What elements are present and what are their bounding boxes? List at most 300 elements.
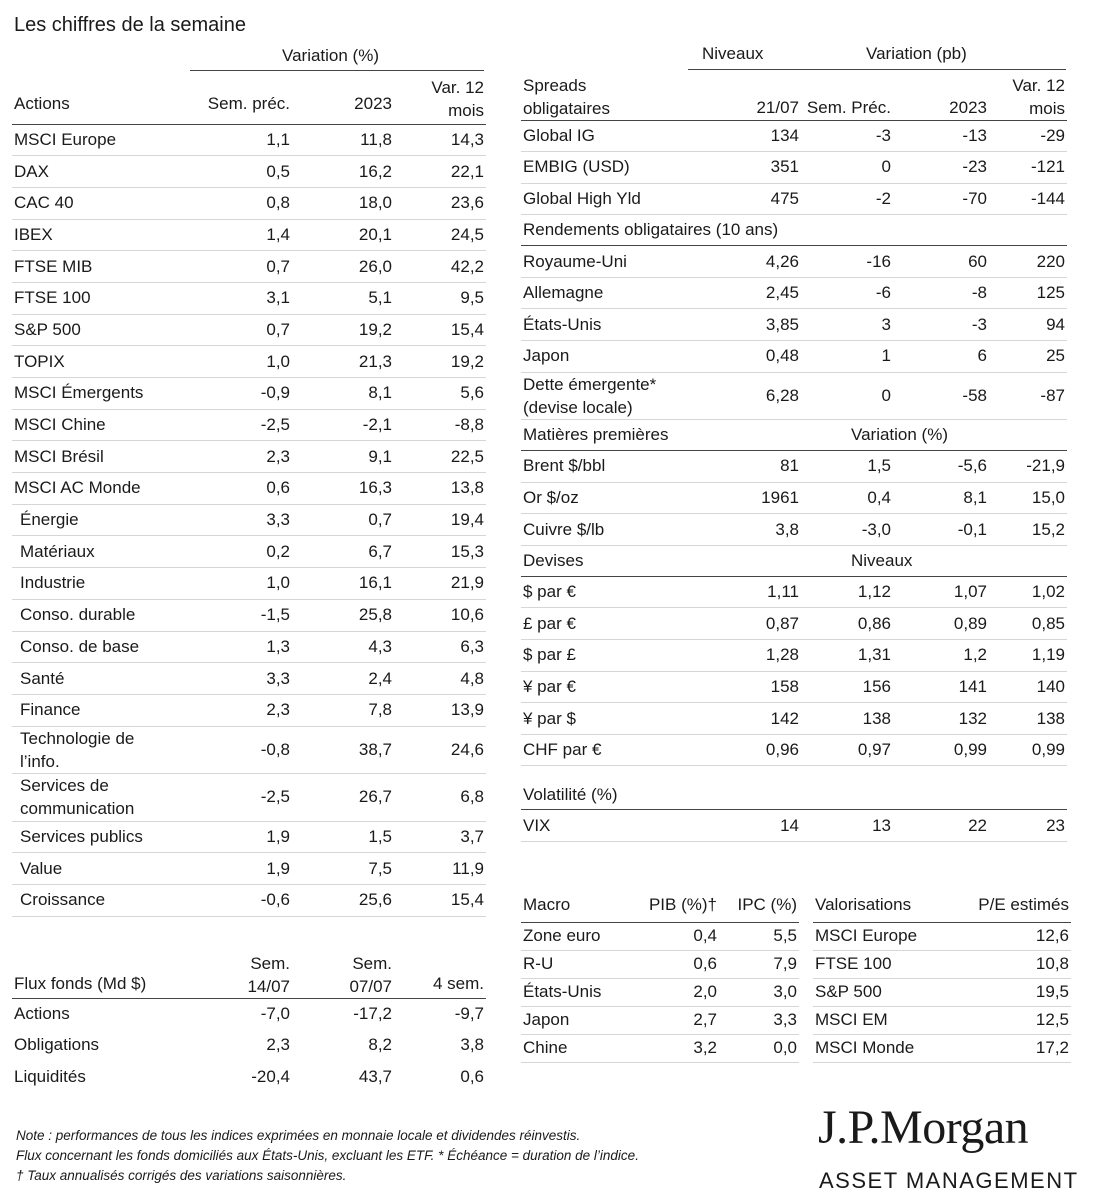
valuation-name: FTSE 100 [813, 950, 953, 978]
spread-value: -121 [989, 152, 1067, 184]
equity-value: 1,1 [190, 124, 292, 156]
equity-name: Conso. durable [12, 599, 190, 631]
yield-name: Dette émergente* (devise locale) [521, 372, 697, 419]
flow-value: -20,4 [251, 1066, 290, 1086]
valuations-col-pe: P/E estimés [953, 888, 1071, 922]
equity-value: 26,7 [292, 774, 394, 822]
commodity-value: 8,1 [893, 482, 989, 514]
fx-value: 158 [697, 671, 801, 703]
macro-value: 5,5 [719, 922, 799, 950]
commodity-value: 0,4 [801, 482, 893, 514]
valuation-name: MSCI Europe [813, 922, 953, 950]
equity-value: 38,7 [292, 726, 394, 774]
flow-name: Obligations [14, 1035, 100, 1055]
flow-row [12, 1030, 486, 1062]
spread-name: Global High Yld [521, 183, 697, 215]
equity-value: -2,5 [190, 409, 292, 441]
valuation-row [813, 978, 1071, 1006]
commodity-name: Or $/oz [521, 482, 697, 514]
valuations-header-row [813, 888, 1071, 922]
fx-section-title: Devises [521, 545, 697, 576]
commodity-value: -3,0 [801, 514, 893, 546]
yield-name: Royaume-Uni [521, 246, 697, 278]
equity-name: MSCI Brésil [12, 441, 190, 473]
equity-value: 22,5 [394, 441, 486, 473]
equities-col-12m: Var. 12 mois [394, 72, 486, 124]
equity-name: Santé [12, 663, 190, 695]
commodity-value: -0,1 [893, 514, 989, 546]
equity-name: Croissance [12, 885, 190, 917]
equity-row [12, 346, 486, 378]
flows-header-row [12, 944, 486, 998]
fx-value: 0,97 [801, 734, 893, 766]
fx-row [521, 640, 1067, 672]
flow-value: 43,7 [358, 1066, 392, 1086]
equity-value: 1,9 [190, 853, 292, 885]
equity-value: 5,1 [292, 282, 394, 314]
equity-row [12, 187, 486, 219]
spread-value: 351 [697, 152, 801, 184]
fx-value: 0,99 [989, 734, 1067, 766]
yield-value: 2,45 [697, 277, 801, 309]
fx-spacer [697, 545, 801, 576]
equity-value: 21,3 [292, 346, 394, 378]
equity-row [12, 156, 486, 188]
macro-name: Chine [521, 1034, 631, 1062]
macro-name: Japon [521, 1006, 631, 1034]
jpmorgan-logo: J.P.Morgan [818, 1101, 1029, 1154]
valuation-row [813, 950, 1071, 978]
equity-value: 1,0 [190, 346, 292, 378]
equity-value: 2,3 [190, 694, 292, 726]
spread-value: -3 [801, 120, 893, 152]
equity-value: 9,1 [292, 441, 394, 473]
commodity-value: 1,5 [801, 451, 893, 483]
page-title: Les chiffres de la semaine [14, 14, 246, 36]
yield-name: États-Unis [521, 309, 697, 341]
yield-row [521, 277, 1067, 309]
equity-row [12, 694, 486, 726]
vol-row [521, 810, 1067, 842]
equity-value: 5,6 [394, 378, 486, 410]
equity-name: Énergie [12, 504, 190, 536]
fx-value: 1,28 [697, 640, 801, 672]
equity-value: 2,3 [190, 441, 292, 473]
flow-value: -7,0 [260, 1004, 290, 1023]
equity-row [12, 821, 486, 853]
footnotes [16, 1126, 639, 1186]
bonds-table [521, 70, 1067, 842]
commodity-value: 15,0 [989, 482, 1067, 514]
flow-value: 8,2 [368, 1035, 392, 1055]
fx-row [521, 576, 1067, 608]
macro-value: 2,7 [631, 1006, 719, 1034]
equity-row [12, 631, 486, 663]
equity-value: 26,0 [292, 251, 394, 283]
macro-header-row [521, 888, 799, 922]
footnote-1: Note : performances de tous les indices exprimées en monnaie locale et dividendes réinvestis. [16, 1128, 581, 1143]
equity-value: 42,2 [394, 251, 486, 283]
yield-value: 94 [989, 309, 1067, 341]
yield-value: 3,85 [697, 309, 801, 341]
equity-value: 15,4 [394, 885, 486, 917]
yield-value: 6 [893, 341, 989, 373]
equity-value: 22,1 [394, 156, 486, 188]
vol-name: VIX [521, 810, 697, 842]
valuation-value: 19,5 [953, 978, 1071, 1006]
spread-name: Global IG [521, 120, 697, 152]
bonds-col-week: Sem. Préc. [801, 70, 893, 120]
yield-value: -87 [989, 372, 1067, 419]
fx-value: 156 [801, 671, 893, 703]
fx-value: 132 [893, 703, 989, 735]
equity-row [12, 441, 486, 473]
macro-value: 0,6 [631, 950, 719, 978]
footnote-3: † Taux annualisés corrigés des variations saisonnières. [16, 1168, 347, 1183]
commodity-value: 15,2 [989, 514, 1067, 546]
fx-value: 138 [989, 703, 1067, 735]
commodity-value: -5,6 [893, 451, 989, 483]
fx-value: 138 [801, 703, 893, 735]
valuations-col-name: Valorisations [813, 888, 953, 922]
commodity-row [521, 451, 1067, 483]
equity-value: 9,5 [394, 282, 486, 314]
spread-value: 475 [697, 183, 801, 215]
bonds-col-level: 21/07 [697, 70, 801, 120]
equity-value: 8,1 [292, 378, 394, 410]
equity-value: 3,3 [190, 504, 292, 536]
flow-value: 2,3 [266, 1035, 290, 1055]
yield-name: Japon [521, 341, 697, 373]
macro-value: 0,4 [631, 922, 719, 950]
bonds-col-ytd: 2023 [893, 70, 989, 120]
flow-value: -17,2 [353, 1004, 392, 1023]
equity-value: 24,6 [394, 726, 486, 774]
macro-col-name: Macro [521, 888, 631, 922]
fx-name: ¥ par € [521, 671, 697, 703]
commodities-section-title: Matières premières [521, 420, 697, 451]
yield-value: 0,48 [697, 341, 801, 373]
equity-name: FTSE 100 [12, 282, 190, 314]
spread-row [521, 183, 1067, 215]
fx-row [521, 734, 1067, 766]
equity-name: S&P 500 [12, 314, 190, 346]
flow-name: Liquidités [14, 1066, 86, 1086]
fx-value: 1,12 [801, 576, 893, 608]
fx-row [521, 608, 1067, 640]
footnote-2: Flux concernant les fonds domiciliés aux États-Unis, excluant les ETF. * Échéance = duration de l’indice. [16, 1148, 639, 1163]
bonds-col-name: Spreads obligataires [521, 70, 697, 120]
equity-value: 1,3 [190, 631, 292, 663]
vol-value: 23 [989, 810, 1067, 842]
equity-value: 6,8 [394, 774, 486, 822]
spread-value: -29 [989, 120, 1067, 152]
equity-row [12, 124, 486, 156]
equity-value: 10,6 [394, 599, 486, 631]
fx-value: 1,19 [989, 640, 1067, 672]
macro-value: 3,2 [631, 1034, 719, 1062]
yield-row [521, 246, 1067, 278]
commodity-row [521, 514, 1067, 546]
equity-value: 6,3 [394, 631, 486, 663]
equity-row [12, 219, 486, 251]
valuation-value: 10,8 [953, 950, 1071, 978]
equity-name: Services publics [12, 821, 190, 853]
equity-name: FTSE MIB [12, 251, 190, 283]
equity-value: 25,6 [292, 885, 394, 917]
fx-value: 140 [989, 671, 1067, 703]
flows-table [12, 944, 486, 1093]
equity-value: 19,4 [394, 504, 486, 536]
yield-row [521, 372, 1067, 419]
equity-name: Industrie [12, 568, 190, 600]
macro-value: 3,0 [719, 978, 799, 1006]
macro-row [521, 1034, 799, 1062]
equities-col-ytd: 2023 [292, 72, 394, 124]
macro-name: R-U [521, 950, 631, 978]
equities-group-header: Variation (%) [190, 46, 484, 71]
spread-name: EMBIG (USD) [521, 152, 697, 184]
equity-value: 19,2 [394, 346, 486, 378]
equity-value: -1,5 [190, 599, 292, 631]
equity-name: Finance [12, 694, 190, 726]
fx-value: 1,2 [893, 640, 989, 672]
equity-value: 4,3 [292, 631, 394, 663]
equity-value: 7,8 [292, 694, 394, 726]
yield-value: 60 [893, 246, 989, 278]
equity-value: 0,2 [190, 536, 292, 568]
equity-value: 18,0 [292, 187, 394, 219]
equity-row [12, 409, 486, 441]
equity-name: IBEX [12, 219, 190, 251]
macro-row [521, 950, 799, 978]
yields-section-header [521, 215, 1067, 246]
equity-value: 6,7 [292, 536, 394, 568]
equity-row [12, 599, 486, 631]
equity-row [12, 853, 486, 885]
yield-value: 6,28 [697, 372, 801, 419]
spread-value: -144 [989, 183, 1067, 215]
yield-value: 0 [801, 372, 893, 419]
variation-pb-label: Variation (pb) [866, 44, 967, 63]
equity-value: 15,3 [394, 536, 486, 568]
equity-value: 1,9 [190, 821, 292, 853]
yield-value: 3 [801, 309, 893, 341]
fx-value: 0,96 [697, 734, 801, 766]
equity-row [12, 378, 486, 410]
fx-value: 0,86 [801, 608, 893, 640]
equity-name: DAX [12, 156, 190, 188]
asset-management-label: ASSET MANAGEMENT [819, 1168, 1079, 1193]
flows-col-w1: Sem. 14/07 [190, 944, 292, 998]
macro-name: États-Unis [521, 978, 631, 1006]
yield-value: 25 [989, 341, 1067, 373]
valuation-row [813, 1034, 1071, 1062]
equity-name: TOPIX [12, 346, 190, 378]
equity-name: MSCI Chine [12, 409, 190, 441]
fx-name: CHF par € [521, 734, 697, 766]
spread-value: -23 [893, 152, 989, 184]
flow-value: 3,8 [460, 1035, 484, 1055]
equity-value: 24,5 [394, 219, 486, 251]
equities-table [12, 72, 486, 917]
fx-value: 1,11 [697, 576, 801, 608]
yield-value: -6 [801, 277, 893, 309]
macro-value: 7,9 [719, 950, 799, 978]
equity-value: 4,8 [394, 663, 486, 695]
flow-row [12, 1061, 486, 1093]
yield-value: 4,26 [697, 246, 801, 278]
valuation-row [813, 1006, 1071, 1034]
fx-section-subtitle: Niveaux [801, 545, 1067, 576]
flows-col-w2: Sem. 07/07 [292, 944, 394, 998]
equity-value: 0,7 [292, 504, 394, 536]
equity-row [12, 663, 486, 695]
valuation-name: MSCI EM [813, 1006, 953, 1034]
fx-name: ¥ par $ [521, 703, 697, 735]
yield-name: Allemagne [521, 277, 697, 309]
equity-name: Services de communication [12, 774, 190, 822]
commodities-spacer [697, 420, 801, 451]
fx-value: 0,87 [697, 608, 801, 640]
valuation-row [813, 922, 1071, 950]
macro-col-cpi: IPC (%) [719, 888, 799, 922]
equity-name: Value [12, 853, 190, 885]
flow-value: 0,6 [460, 1066, 484, 1086]
equity-value: 16,2 [292, 156, 394, 188]
equity-value: 3,1 [190, 282, 292, 314]
valuations-table [813, 888, 1071, 1063]
commodity-row [521, 482, 1067, 514]
yield-row [521, 309, 1067, 341]
macro-value: 3,3 [719, 1006, 799, 1034]
equity-value: 3,7 [394, 821, 486, 853]
valuation-name: MSCI Monde [813, 1034, 953, 1062]
equity-row [12, 885, 486, 917]
yield-value: -8 [893, 277, 989, 309]
equity-value: -0,6 [190, 885, 292, 917]
yield-value: -58 [893, 372, 989, 419]
equity-value: 15,4 [394, 314, 486, 346]
fx-value: 141 [893, 671, 989, 703]
fx-row [521, 671, 1067, 703]
spread-value: -13 [893, 120, 989, 152]
fx-row [521, 703, 1067, 735]
fx-value: 142 [697, 703, 801, 735]
valuation-name: S&P 500 [813, 978, 953, 1006]
equities-header-row [12, 72, 486, 124]
equity-value: 1,4 [190, 219, 292, 251]
valuation-value: 12,5 [953, 1006, 1071, 1034]
equity-value: -2,1 [292, 409, 394, 441]
equity-value: 23,6 [394, 187, 486, 219]
yield-row [521, 341, 1067, 373]
vol-value: 14 [697, 810, 801, 842]
equity-value: 1,5 [292, 821, 394, 853]
fx-name: $ par € [521, 576, 697, 608]
equity-name: Matériaux [12, 536, 190, 568]
equity-value: 16,1 [292, 568, 394, 600]
equity-value: 0,6 [190, 473, 292, 505]
equity-name: MSCI Émergents [12, 378, 190, 410]
equity-row [12, 774, 486, 822]
commodity-value: 3,8 [697, 514, 801, 546]
flows-col-4w: 4 sem. [394, 944, 486, 998]
flow-row [12, 998, 486, 1030]
fx-name: $ par £ [521, 640, 697, 672]
volatility-section-title: Volatilité (%) [521, 766, 1067, 810]
yield-value: 220 [989, 246, 1067, 278]
fx-value: 0,89 [893, 608, 989, 640]
valuation-value: 12,6 [953, 922, 1071, 950]
macro-value: 0,0 [719, 1034, 799, 1062]
fx-value: 1,07 [893, 576, 989, 608]
equity-row [12, 473, 486, 505]
levels-label: Niveaux [702, 44, 764, 63]
equity-value: 0,7 [190, 251, 292, 283]
spread-row [521, 120, 1067, 152]
fx-value: 0,85 [989, 608, 1067, 640]
commodity-name: Brent $/bbl [521, 451, 697, 483]
yield-value: -3 [893, 309, 989, 341]
equity-row [12, 726, 486, 774]
flow-value: -9,7 [454, 1004, 484, 1023]
macro-row [521, 1006, 799, 1034]
macro-value: 2,0 [631, 978, 719, 1006]
equity-value: 16,3 [292, 473, 394, 505]
macro-name: Zone euro [521, 922, 631, 950]
equity-row [12, 504, 486, 536]
fx-value: 0,99 [893, 734, 989, 766]
equity-name: MSCI AC Monde [12, 473, 190, 505]
spread-value: 134 [697, 120, 801, 152]
equity-value: 25,8 [292, 599, 394, 631]
equity-value: -2,5 [190, 774, 292, 822]
equity-value: 0,7 [190, 314, 292, 346]
equity-row [12, 536, 486, 568]
commodity-value: -21,9 [989, 451, 1067, 483]
equity-row [12, 314, 486, 346]
equity-value: 20,1 [292, 219, 394, 251]
commodities-section-subtitle: Variation (%) [801, 420, 1067, 451]
equities-col-week: Sem. préc. [190, 72, 292, 124]
equity-value: 0,5 [190, 156, 292, 188]
commodity-value: 81 [697, 451, 801, 483]
spread-row [521, 152, 1067, 184]
commodity-name: Cuivre $/lb [521, 514, 697, 546]
fx-value: 1,02 [989, 576, 1067, 608]
bonds-top-header [688, 44, 1066, 70]
macro-table [521, 888, 799, 1063]
equity-value: 1,0 [190, 568, 292, 600]
bonds-col-12m: Var. 12 mois [989, 70, 1067, 120]
equity-row [12, 568, 486, 600]
flows-col-name: Flux fonds (Md $) [12, 944, 190, 998]
equity-name: Conso. de base [12, 631, 190, 663]
equity-value: 0,8 [190, 187, 292, 219]
vol-value: 13 [801, 810, 893, 842]
yield-value: 1 [801, 341, 893, 373]
equity-value: 7,5 [292, 853, 394, 885]
valuation-value: 17,2 [953, 1034, 1071, 1062]
flow-name: Actions [14, 1004, 70, 1023]
commodities-section-header [521, 420, 1067, 451]
volatility-section-header [521, 766, 1067, 810]
equity-value: 13,9 [394, 694, 486, 726]
yield-value: 125 [989, 277, 1067, 309]
equity-value: 3,3 [190, 663, 292, 695]
equity-value: 2,4 [292, 663, 394, 695]
